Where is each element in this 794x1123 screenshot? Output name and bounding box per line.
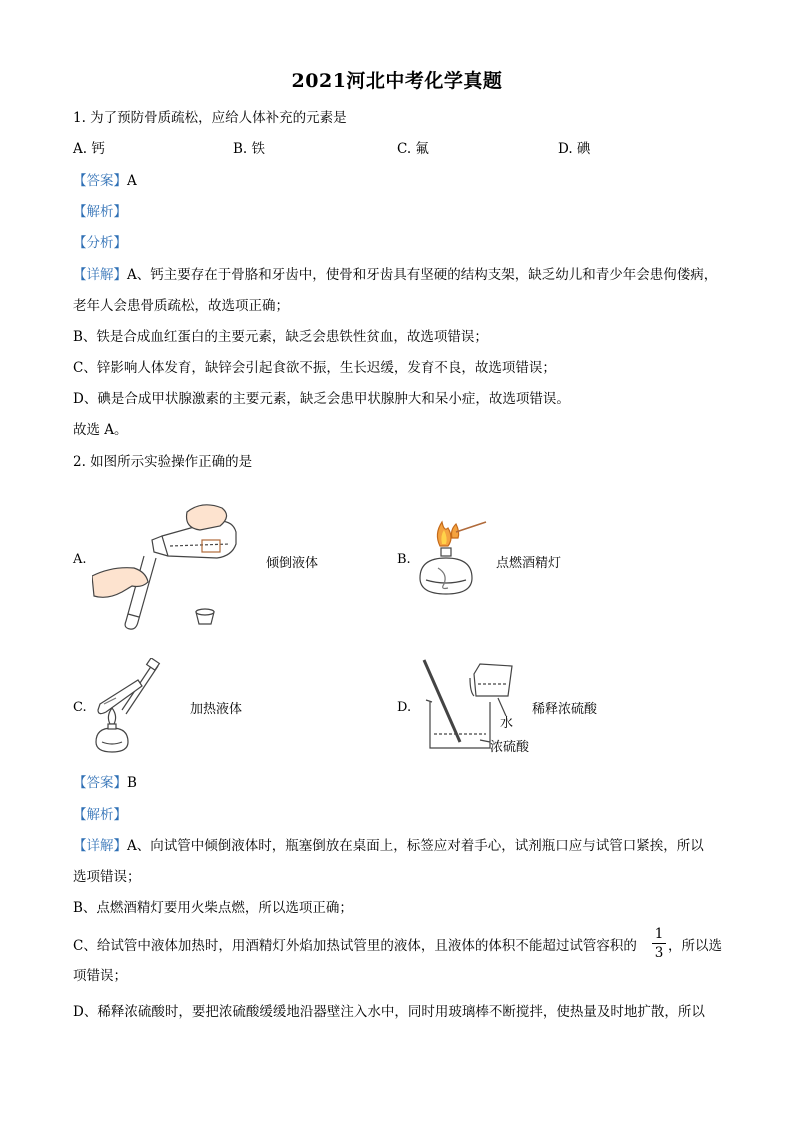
q2-stem: 2. 如图所示实验操作正确的是 <box>73 454 253 470</box>
q1-analysis-tag: 【解析】 <box>73 204 127 220</box>
q2-option-d-caption: 稀释浓硫酸 <box>532 702 598 717</box>
q2-option-a-letter: A. <box>73 552 87 567</box>
q2-analysis-tag: 【解析】 <box>73 807 127 823</box>
q1-detail-line-1 <box>73 265 717 285</box>
q1-stem: 1. 为了预防骨质疏松，应给人体补充的元素是 <box>73 110 347 126</box>
alcohol-lamp-illustration <box>414 516 490 602</box>
q1-answer <box>73 171 137 191</box>
q2-detail-line-2: 选项错误； <box>73 869 141 885</box>
heating-liquid-illustration <box>92 658 170 754</box>
fraction-numerator: 1 <box>654 926 664 942</box>
q2-answer <box>73 773 137 793</box>
q1-fenxi-tag: 【分析】 <box>73 235 127 251</box>
page-title: 2021河北中考化学真题 <box>291 70 503 92</box>
fraction-denominator: 3 <box>654 945 664 961</box>
answer-value: B <box>127 775 137 791</box>
q2-option-c-caption: 加热液体 <box>190 702 243 717</box>
answer-tag: 【答案】 <box>73 775 127 791</box>
q2-option-d-letter: D. <box>397 700 412 715</box>
q2-detail-line-4-tail: ，所以选 <box>668 938 722 954</box>
answer-tag: 【答案】 <box>73 173 127 189</box>
q2-option-b-letter: B. <box>397 552 411 567</box>
q1-detail-line-2: 老年人会患骨质疏松，故选项正确； <box>73 298 289 314</box>
fraction-one-third <box>652 926 666 961</box>
q2-d-label-water: 水 <box>500 716 514 731</box>
q1-option-c: C. 氟 <box>397 141 429 157</box>
q2-option-a-caption: 倾倒液体 <box>266 556 319 571</box>
pour-liquid-illustration <box>92 496 242 632</box>
detail-tag: 【详解】 <box>73 838 127 854</box>
q1-option-b: B. 铁 <box>233 141 266 157</box>
q2-option-c-letter: C. <box>73 700 87 715</box>
q2-option-b-caption: 点燃酒精灯 <box>496 556 562 571</box>
detail-text: A、钙主要存在于骨胳和牙齿中，使骨和牙齿具有坚硬的结构支架，缺乏幼儿和青少年会患佝偻病， <box>127 267 718 283</box>
q2-d-label-acid: 浓硫酸 <box>490 740 530 755</box>
q2-detail-line-4: C、给试管中液体加热时，用酒精灯外焰加热试管里的液体，且液体的体积不能超过试管容积的 <box>73 938 637 954</box>
q1-option-d: D. 碘 <box>558 141 591 157</box>
q2-detail-line-5: 项错误； <box>73 968 127 984</box>
q1-detail-line-3: B、铁是合成血红蛋白的主要元素，缺乏会患铁性贫血，故选项错误； <box>73 329 488 345</box>
q1-detail-line-4: C、锌影响人体发育，缺锌会引起食欲不振，生长迟缓，发育不良，故选项错误； <box>73 360 556 376</box>
q2-detail-line-1 <box>73 836 704 856</box>
q1-detail-line-6: 故选 A。 <box>73 422 128 438</box>
q2-detail-line-3: B、点燃酒精灯要用火柴点燃，所以选项正确； <box>73 900 353 916</box>
detail-tag: 【详解】 <box>73 267 127 283</box>
answer-value: A <box>127 173 137 189</box>
q1-option-a: A. 钙 <box>73 141 105 157</box>
q1-detail-line-5: D、碘是合成甲状腺激素的主要元素，缺乏会患甲状腺肿大和呆小症，故选项错误。 <box>73 391 570 407</box>
q2-detail-line-6: D、稀释浓硫酸时，要把浓硫酸缓缓地沿器壁注入水中，同时用玻璃棒不断搅拌，使热量及时地扩散，所以 <box>73 1004 705 1020</box>
detail-text: A、向试管中倾倒液体时，瓶塞倒放在桌面上，标签应对着手心，试剂瓶口应与试管口紧挨，所以 <box>127 838 704 854</box>
